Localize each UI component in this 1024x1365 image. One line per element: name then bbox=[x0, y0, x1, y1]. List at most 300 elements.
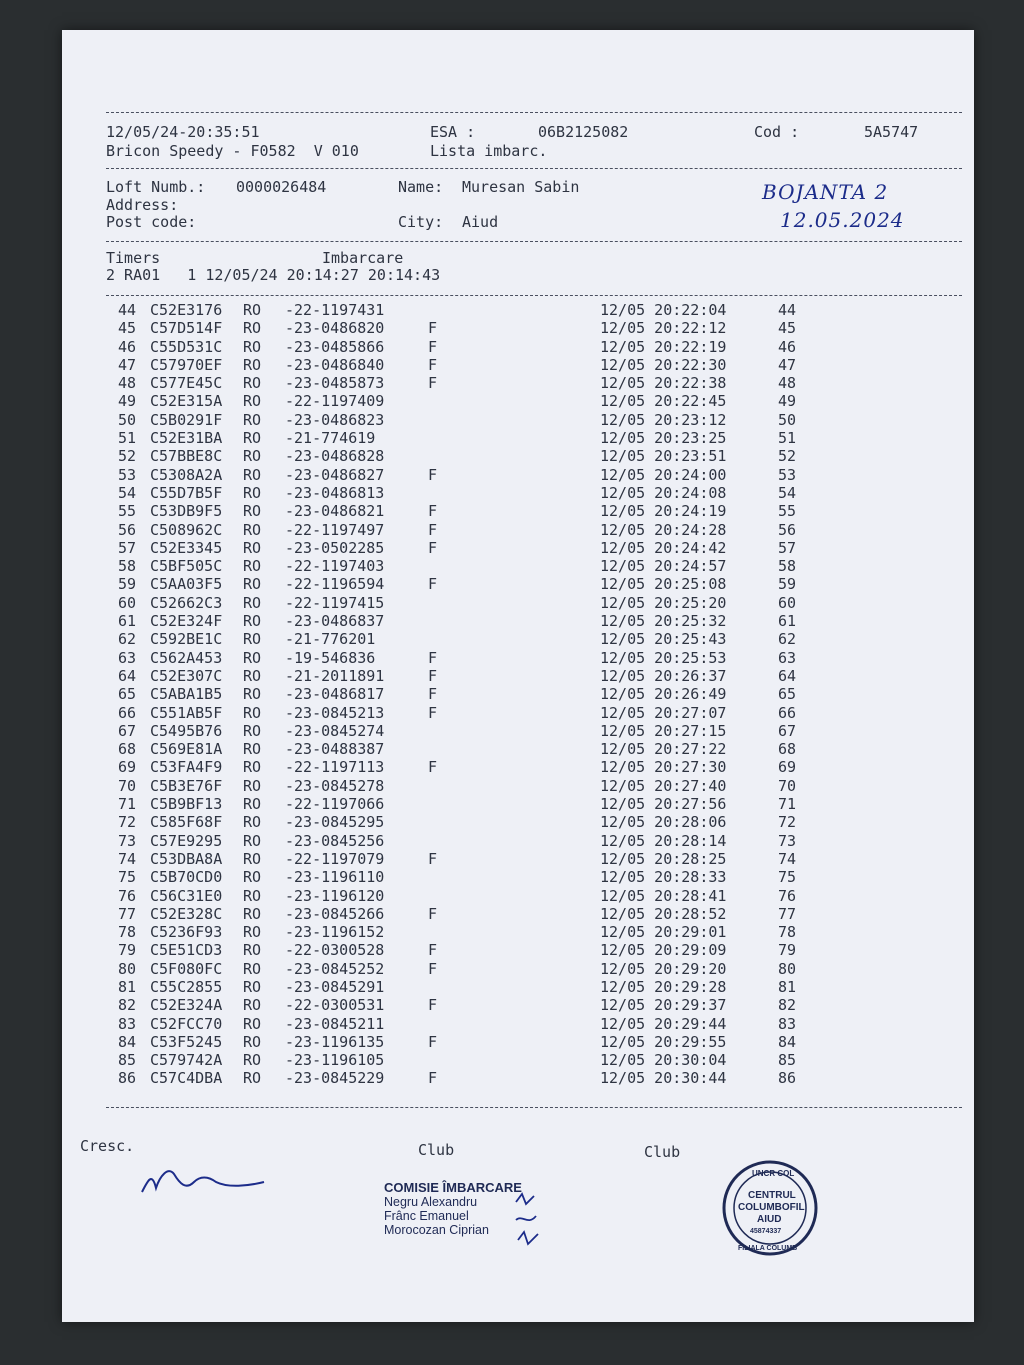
country-code: RO bbox=[243, 374, 262, 393]
row-index: 60 bbox=[778, 593, 797, 612]
divider bbox=[106, 295, 962, 296]
country-code: RO bbox=[243, 337, 262, 356]
svg-text:FILIALA COLUMB: FILIALA COLUMB bbox=[738, 1245, 798, 1252]
country-code: RO bbox=[243, 593, 262, 612]
ring-code: C5ABA1B5 bbox=[150, 685, 223, 704]
list-title: Lista imbarc. bbox=[430, 142, 548, 160]
ring-number: -22-0300531 bbox=[285, 996, 385, 1015]
boarding-list-sheet bbox=[62, 30, 974, 1322]
divider bbox=[106, 1107, 962, 1108]
ring-number: -23-0486820 bbox=[285, 319, 385, 338]
ring-code: C5236F93 bbox=[150, 923, 223, 942]
country-code: RO bbox=[243, 776, 262, 795]
row-number: 84 bbox=[117, 1032, 136, 1051]
row-index: 67 bbox=[778, 721, 797, 740]
ring-code: C52E3345 bbox=[150, 538, 223, 557]
row-index: 72 bbox=[778, 813, 797, 832]
commission-member: Frânc Emanuel bbox=[384, 1209, 469, 1223]
arrival-time: 12/05 20:27:56 bbox=[600, 795, 727, 814]
ring-number: -23-0845213 bbox=[285, 703, 385, 722]
ring-code: C52E324F bbox=[150, 612, 223, 631]
ring-number: -22-1197415 bbox=[285, 593, 385, 612]
row-index: 70 bbox=[778, 776, 797, 795]
sex-flag: F bbox=[428, 904, 438, 923]
arrival-time: 12/05 20:22:45 bbox=[600, 392, 727, 411]
ring-code: C52662C3 bbox=[150, 593, 223, 612]
ring-code: C53DB9F5 bbox=[150, 502, 223, 521]
arrival-time: 12/05 20:29:20 bbox=[600, 959, 727, 978]
svg-text:CENTRUL: CENTRUL bbox=[748, 1190, 796, 1201]
arrival-time: 12/05 20:28:25 bbox=[600, 849, 727, 868]
arrival-time: 12/05 20:27:22 bbox=[600, 740, 727, 759]
sex-flag: F bbox=[428, 337, 438, 356]
country-code: RO bbox=[243, 813, 262, 832]
country-code: RO bbox=[243, 685, 262, 704]
row-index: 62 bbox=[778, 630, 797, 649]
arrival-time: 12/05 20:22:04 bbox=[600, 301, 727, 319]
row-number: 73 bbox=[117, 831, 136, 850]
row-index: 84 bbox=[778, 1032, 797, 1051]
ring-code: C5E51CD3 bbox=[150, 941, 223, 960]
sex-flag: F bbox=[428, 685, 438, 704]
sex-flag: F bbox=[428, 959, 438, 978]
row-index: 71 bbox=[778, 795, 797, 814]
ring-number: -23-0486828 bbox=[285, 447, 385, 466]
arrival-time: 12/05 20:29:01 bbox=[600, 923, 727, 942]
row-index: 63 bbox=[778, 648, 797, 667]
country-code: RO bbox=[243, 612, 262, 631]
row-index: 52 bbox=[778, 447, 797, 466]
ring-code: C52E315A bbox=[150, 392, 223, 411]
row-index: 50 bbox=[778, 410, 797, 429]
ring-number: -23-0845229 bbox=[285, 1069, 385, 1088]
row-index: 47 bbox=[778, 355, 797, 374]
country-code: RO bbox=[243, 502, 262, 521]
arrival-time: 12/05 20:24:42 bbox=[600, 538, 727, 557]
ring-code: C5F080FC bbox=[150, 959, 223, 978]
row-index: 82 bbox=[778, 996, 797, 1015]
arrival-time: 12/05 20:23:51 bbox=[600, 447, 727, 466]
ring-code: C508962C bbox=[150, 520, 223, 539]
row-number: 50 bbox=[117, 410, 136, 429]
ring-number: -22-1197497 bbox=[285, 520, 385, 539]
arrival-time: 12/05 20:23:25 bbox=[600, 429, 727, 448]
arrival-time: 12/05 20:24:19 bbox=[600, 502, 727, 521]
country-code: RO bbox=[243, 429, 262, 448]
row-index: 51 bbox=[778, 429, 797, 448]
sex-flag: F bbox=[428, 502, 438, 521]
arrival-time: 12/05 20:26:37 bbox=[600, 666, 727, 685]
country-code: RO bbox=[243, 923, 262, 942]
country-code: RO bbox=[243, 795, 262, 814]
loft-value: 0000026484 bbox=[236, 178, 327, 196]
country-code: RO bbox=[243, 648, 262, 667]
club-label-2: Club bbox=[644, 1143, 681, 1161]
timer-entry: 2 RA01 1 12/05/24 20:14:27 20:14:43 bbox=[106, 266, 441, 284]
country-code: RO bbox=[243, 703, 262, 722]
sex-flag: F bbox=[428, 465, 438, 484]
ring-code: C5AA03F5 bbox=[150, 575, 223, 594]
row-index: 68 bbox=[778, 740, 797, 759]
commission-title: COMISIE ÎMBARCARE bbox=[384, 1180, 522, 1195]
row-index: 58 bbox=[778, 557, 797, 576]
ring-number: -22-1196594 bbox=[285, 575, 385, 594]
ring-code: C52E328C bbox=[150, 904, 223, 923]
loft-label: Loft Numb.: bbox=[106, 178, 206, 196]
ring-number: -23-0485866 bbox=[285, 337, 385, 356]
country-code: RO bbox=[243, 630, 262, 649]
ring-number: -23-0486837 bbox=[285, 612, 385, 631]
country-code: RO bbox=[243, 666, 262, 685]
row-number: 77 bbox=[117, 904, 136, 923]
divider bbox=[106, 112, 962, 113]
ring-code: C52E3176 bbox=[150, 301, 223, 319]
row-index: 53 bbox=[778, 465, 797, 484]
row-index: 61 bbox=[778, 612, 797, 631]
ring-number: -22-1197403 bbox=[285, 557, 385, 576]
svg-text:COLUMBOFIL: COLUMBOFIL bbox=[738, 1202, 805, 1213]
city-label: City: bbox=[398, 213, 444, 231]
ring-code: C5495B76 bbox=[150, 721, 223, 740]
ring-code: C5B3E76F bbox=[150, 776, 223, 795]
cod-label: Cod : bbox=[754, 123, 800, 141]
row-index: 55 bbox=[778, 502, 797, 521]
row-number: 76 bbox=[117, 886, 136, 905]
timers-label: Timers bbox=[106, 249, 161, 267]
row-number: 49 bbox=[117, 392, 136, 411]
row-index: 86 bbox=[778, 1069, 797, 1088]
row-index: 80 bbox=[778, 959, 797, 978]
row-number: 79 bbox=[117, 941, 136, 960]
arrival-time: 12/05 20:30:44 bbox=[600, 1069, 727, 1088]
row-index: 65 bbox=[778, 685, 797, 704]
row-index: 48 bbox=[778, 374, 797, 393]
ring-number: -21-776201 bbox=[285, 630, 376, 649]
row-number: 67 bbox=[117, 721, 136, 740]
row-index: 81 bbox=[778, 977, 797, 996]
ring-code: C562A453 bbox=[150, 648, 223, 667]
country-code: RO bbox=[243, 849, 262, 868]
row-number: 66 bbox=[117, 703, 136, 722]
ring-number: -21-774619 bbox=[285, 429, 376, 448]
row-number: 65 bbox=[117, 685, 136, 704]
svg-text:45874337: 45874337 bbox=[750, 1228, 782, 1235]
arrival-time: 12/05 20:22:38 bbox=[600, 374, 727, 393]
ring-number: -22-1197066 bbox=[285, 795, 385, 814]
divider bbox=[106, 168, 962, 169]
commission-member: Morocozan Ciprian bbox=[384, 1223, 489, 1237]
ring-number: -22-1197113 bbox=[285, 758, 385, 777]
ring-code: C55D531C bbox=[150, 337, 223, 356]
ring-code: C57E9295 bbox=[150, 831, 223, 850]
row-index: 69 bbox=[778, 758, 797, 777]
sex-flag: F bbox=[428, 941, 438, 960]
country-code: RO bbox=[243, 1051, 262, 1070]
row-number: 53 bbox=[117, 465, 136, 484]
svg-text:UNCR COL: UNCR COL bbox=[752, 1169, 795, 1178]
row-number: 81 bbox=[117, 977, 136, 996]
ring-number: -19-546836 bbox=[285, 648, 376, 667]
ring-number: -23-1196120 bbox=[285, 886, 385, 905]
row-index: 83 bbox=[778, 1014, 797, 1033]
city-value: Aiud bbox=[462, 213, 499, 231]
ring-number: -23-0502285 bbox=[285, 538, 385, 557]
ring-number: -22-1197431 bbox=[285, 301, 385, 319]
country-code: RO bbox=[243, 831, 262, 850]
address-label: Address: bbox=[106, 196, 179, 214]
svg-text:AIUD: AIUD bbox=[757, 1214, 782, 1225]
country-code: RO bbox=[243, 520, 262, 539]
row-number: 55 bbox=[117, 502, 136, 521]
arrival-time: 12/05 20:25:53 bbox=[600, 648, 727, 667]
ring-number: -23-1196152 bbox=[285, 923, 385, 942]
ring-number: -22-1197409 bbox=[285, 392, 385, 411]
arrival-time: 12/05 20:22:12 bbox=[600, 319, 727, 338]
arrival-time: 12/05 20:25:20 bbox=[600, 593, 727, 612]
ring-code: C5B0291F bbox=[150, 410, 223, 429]
ring-code: C57C4DBA bbox=[150, 1069, 223, 1088]
row-index: 44 bbox=[778, 301, 797, 319]
ring-number: -23-0486817 bbox=[285, 685, 385, 704]
row-number: 60 bbox=[117, 593, 136, 612]
ring-number: -23-1196105 bbox=[285, 1051, 385, 1070]
arrival-time: 12/05 20:27:40 bbox=[600, 776, 727, 795]
country-code: RO bbox=[243, 904, 262, 923]
arrival-time: 12/05 20:25:08 bbox=[600, 575, 727, 594]
row-index: 49 bbox=[778, 392, 797, 411]
country-code: RO bbox=[243, 465, 262, 484]
ring-number: -21-2011891 bbox=[285, 666, 385, 685]
row-number: 51 bbox=[117, 429, 136, 448]
ring-code: C56C31E0 bbox=[150, 886, 223, 905]
ring-code: C53FA4F9 bbox=[150, 758, 223, 777]
arrival-time: 12/05 20:25:43 bbox=[600, 630, 727, 649]
row-index: 76 bbox=[778, 886, 797, 905]
ring-code: C585F68F bbox=[150, 813, 223, 832]
row-number: 45 bbox=[117, 319, 136, 338]
row-number: 48 bbox=[117, 374, 136, 393]
arrival-time: 12/05 20:29:44 bbox=[600, 1014, 727, 1033]
row-index: 79 bbox=[778, 941, 797, 960]
row-index: 85 bbox=[778, 1051, 797, 1070]
row-number: 83 bbox=[117, 1014, 136, 1033]
ring-code: C55D7B5F bbox=[150, 483, 223, 502]
ring-number: -23-0845266 bbox=[285, 904, 385, 923]
row-number: 82 bbox=[117, 996, 136, 1015]
arrival-time: 12/05 20:28:06 bbox=[600, 813, 727, 832]
row-number: 54 bbox=[117, 483, 136, 502]
ring-code: C592BE1C bbox=[150, 630, 223, 649]
ring-number: -23-0845291 bbox=[285, 977, 385, 996]
row-number: 80 bbox=[117, 959, 136, 978]
row-number: 63 bbox=[117, 648, 136, 667]
row-index: 46 bbox=[778, 337, 797, 356]
ring-code: C569E81A bbox=[150, 740, 223, 759]
row-number: 61 bbox=[117, 612, 136, 631]
arrival-time: 12/05 20:30:04 bbox=[600, 1051, 727, 1070]
country-code: RO bbox=[243, 557, 262, 576]
ring-code: C52E31BA bbox=[150, 429, 223, 448]
row-number: 85 bbox=[117, 1051, 136, 1070]
ring-number: -23-0845295 bbox=[285, 813, 385, 832]
ring-number: -23-0486823 bbox=[285, 410, 385, 429]
ring-number: -23-0486813 bbox=[285, 483, 385, 502]
sex-flag: F bbox=[428, 538, 438, 557]
sex-flag: F bbox=[428, 849, 438, 868]
country-code: RO bbox=[243, 392, 262, 411]
commission-block bbox=[384, 1180, 522, 1237]
row-number: 56 bbox=[117, 520, 136, 539]
row-index: 77 bbox=[778, 904, 797, 923]
sex-flag: F bbox=[428, 648, 438, 667]
country-code: RO bbox=[243, 959, 262, 978]
row-index: 57 bbox=[778, 538, 797, 557]
row-number: 86 bbox=[117, 1069, 136, 1088]
arrival-time: 12/05 20:29:55 bbox=[600, 1032, 727, 1051]
owner-name: Muresan Sabin bbox=[462, 178, 580, 196]
ring-code: C57BBE8C bbox=[150, 447, 223, 466]
sex-flag: F bbox=[428, 1069, 438, 1088]
ring-number: -22-0300528 bbox=[285, 941, 385, 960]
arrival-time: 12/05 20:22:19 bbox=[600, 337, 727, 356]
row-number: 44 bbox=[117, 301, 136, 319]
ring-number: -23-1196135 bbox=[285, 1032, 385, 1051]
country-code: RO bbox=[243, 575, 262, 594]
ring-number: -23-0486821 bbox=[285, 502, 385, 521]
arrival-time: 12/05 20:26:49 bbox=[600, 685, 727, 704]
country-code: RO bbox=[243, 886, 262, 905]
name-label: Name: bbox=[398, 178, 444, 196]
country-code: RO bbox=[243, 1032, 262, 1051]
row-number: 71 bbox=[117, 795, 136, 814]
ring-code: C52E307C bbox=[150, 666, 223, 685]
row-number: 74 bbox=[117, 849, 136, 868]
ring-code: C579742A bbox=[150, 1051, 223, 1070]
row-number: 68 bbox=[117, 740, 136, 759]
arrival-time: 12/05 20:22:30 bbox=[600, 355, 727, 374]
sex-flag: F bbox=[428, 520, 438, 539]
row-number: 70 bbox=[117, 776, 136, 795]
esa-value: 06B2125082 bbox=[538, 123, 629, 141]
arrival-time: 12/05 20:28:14 bbox=[600, 831, 727, 850]
row-number: 78 bbox=[117, 923, 136, 942]
row-number: 47 bbox=[117, 355, 136, 374]
country-code: RO bbox=[243, 721, 262, 740]
ring-code: C55C2855 bbox=[150, 977, 223, 996]
ring-code: C53DBA8A bbox=[150, 849, 223, 868]
imbarcare-label: Imbarcare bbox=[322, 249, 404, 267]
row-number: 59 bbox=[117, 575, 136, 594]
row-index: 64 bbox=[778, 666, 797, 685]
country-code: RO bbox=[243, 996, 262, 1015]
row-number: 69 bbox=[117, 758, 136, 777]
ring-code: C57D514F bbox=[150, 319, 223, 338]
country-code: RO bbox=[243, 1069, 262, 1088]
country-code: RO bbox=[243, 301, 262, 319]
country-code: RO bbox=[243, 319, 262, 338]
print-datetime: 12/05/24-20:35:51 bbox=[106, 123, 260, 141]
arrival-time: 12/05 20:24:00 bbox=[600, 465, 727, 484]
row-number: 62 bbox=[117, 630, 136, 649]
ring-number: -23-0845211 bbox=[285, 1014, 385, 1033]
arrival-time: 12/05 20:28:52 bbox=[600, 904, 727, 923]
ring-number: -23-0488387 bbox=[285, 740, 385, 759]
row-index: 66 bbox=[778, 703, 797, 722]
ring-number: -23-0845278 bbox=[285, 776, 385, 795]
ring-number: -22-1197079 bbox=[285, 849, 385, 868]
ring-code: C5BF505C bbox=[150, 557, 223, 576]
arrival-time: 12/05 20:24:57 bbox=[600, 557, 727, 576]
arrival-time: 12/05 20:28:41 bbox=[600, 886, 727, 905]
row-number: 58 bbox=[117, 557, 136, 576]
row-number: 72 bbox=[117, 813, 136, 832]
country-code: RO bbox=[243, 483, 262, 502]
ring-code: C5B9BF13 bbox=[150, 795, 223, 814]
row-index: 74 bbox=[778, 849, 797, 868]
ring-number: -23-0845252 bbox=[285, 959, 385, 978]
arrival-time: 12/05 20:27:15 bbox=[600, 721, 727, 740]
ring-number: -23-0845274 bbox=[285, 721, 385, 740]
arrival-time: 12/05 20:28:33 bbox=[600, 868, 727, 887]
ring-number: -23-0486840 bbox=[285, 355, 385, 374]
sex-flag: F bbox=[428, 374, 438, 393]
ring-number: -23-1196110 bbox=[285, 868, 385, 887]
cod-value: 5A5747 bbox=[864, 123, 919, 141]
breeder-signature bbox=[138, 1158, 268, 1198]
country-code: RO bbox=[243, 355, 262, 374]
sex-flag: F bbox=[428, 319, 438, 338]
country-code: RO bbox=[243, 538, 262, 557]
commission-member: Negru Alexandru bbox=[384, 1195, 478, 1209]
handwritten-race: BOJANTA 2 bbox=[762, 180, 889, 204]
ring-number: -23-0486827 bbox=[285, 465, 385, 484]
arrival-time: 12/05 20:29:28 bbox=[600, 977, 727, 996]
sex-flag: F bbox=[428, 666, 438, 685]
esa-label: ESA : bbox=[430, 123, 476, 141]
arrival-time: 12/05 20:29:09 bbox=[600, 941, 727, 960]
country-code: RO bbox=[243, 410, 262, 429]
ring-code: C577E45C bbox=[150, 374, 223, 393]
row-index: 73 bbox=[778, 831, 797, 850]
row-number: 64 bbox=[117, 666, 136, 685]
row-number: 46 bbox=[117, 337, 136, 356]
ring-code: C5B70CD0 bbox=[150, 868, 223, 887]
device-info: Bricon Speedy - F0582 V 010 bbox=[106, 142, 359, 160]
country-code: RO bbox=[243, 758, 262, 777]
sex-flag: F bbox=[428, 355, 438, 374]
ring-code: C52E324A bbox=[150, 996, 223, 1015]
row-index: 59 bbox=[778, 575, 797, 594]
sex-flag: F bbox=[428, 575, 438, 594]
row-number: 75 bbox=[117, 868, 136, 887]
club-stamp bbox=[720, 1158, 820, 1258]
row-index: 78 bbox=[778, 923, 797, 942]
cresc-label: Cresc. bbox=[80, 1137, 135, 1155]
row-number: 57 bbox=[117, 538, 136, 557]
row-number: 52 bbox=[117, 447, 136, 466]
ring-code: C551AB5F bbox=[150, 703, 223, 722]
row-index: 54 bbox=[778, 483, 797, 502]
postcode-label: Post code: bbox=[106, 213, 197, 231]
arrival-time: 12/05 20:29:37 bbox=[600, 996, 727, 1015]
ring-code: C53F5245 bbox=[150, 1032, 223, 1051]
arrival-time: 12/05 20:27:07 bbox=[600, 703, 727, 722]
country-code: RO bbox=[243, 447, 262, 466]
sex-flag: F bbox=[428, 703, 438, 722]
arrival-time: 12/05 20:27:30 bbox=[600, 758, 727, 777]
ring-number: -23-0485873 bbox=[285, 374, 385, 393]
arrival-time: 12/05 20:25:32 bbox=[600, 612, 727, 631]
